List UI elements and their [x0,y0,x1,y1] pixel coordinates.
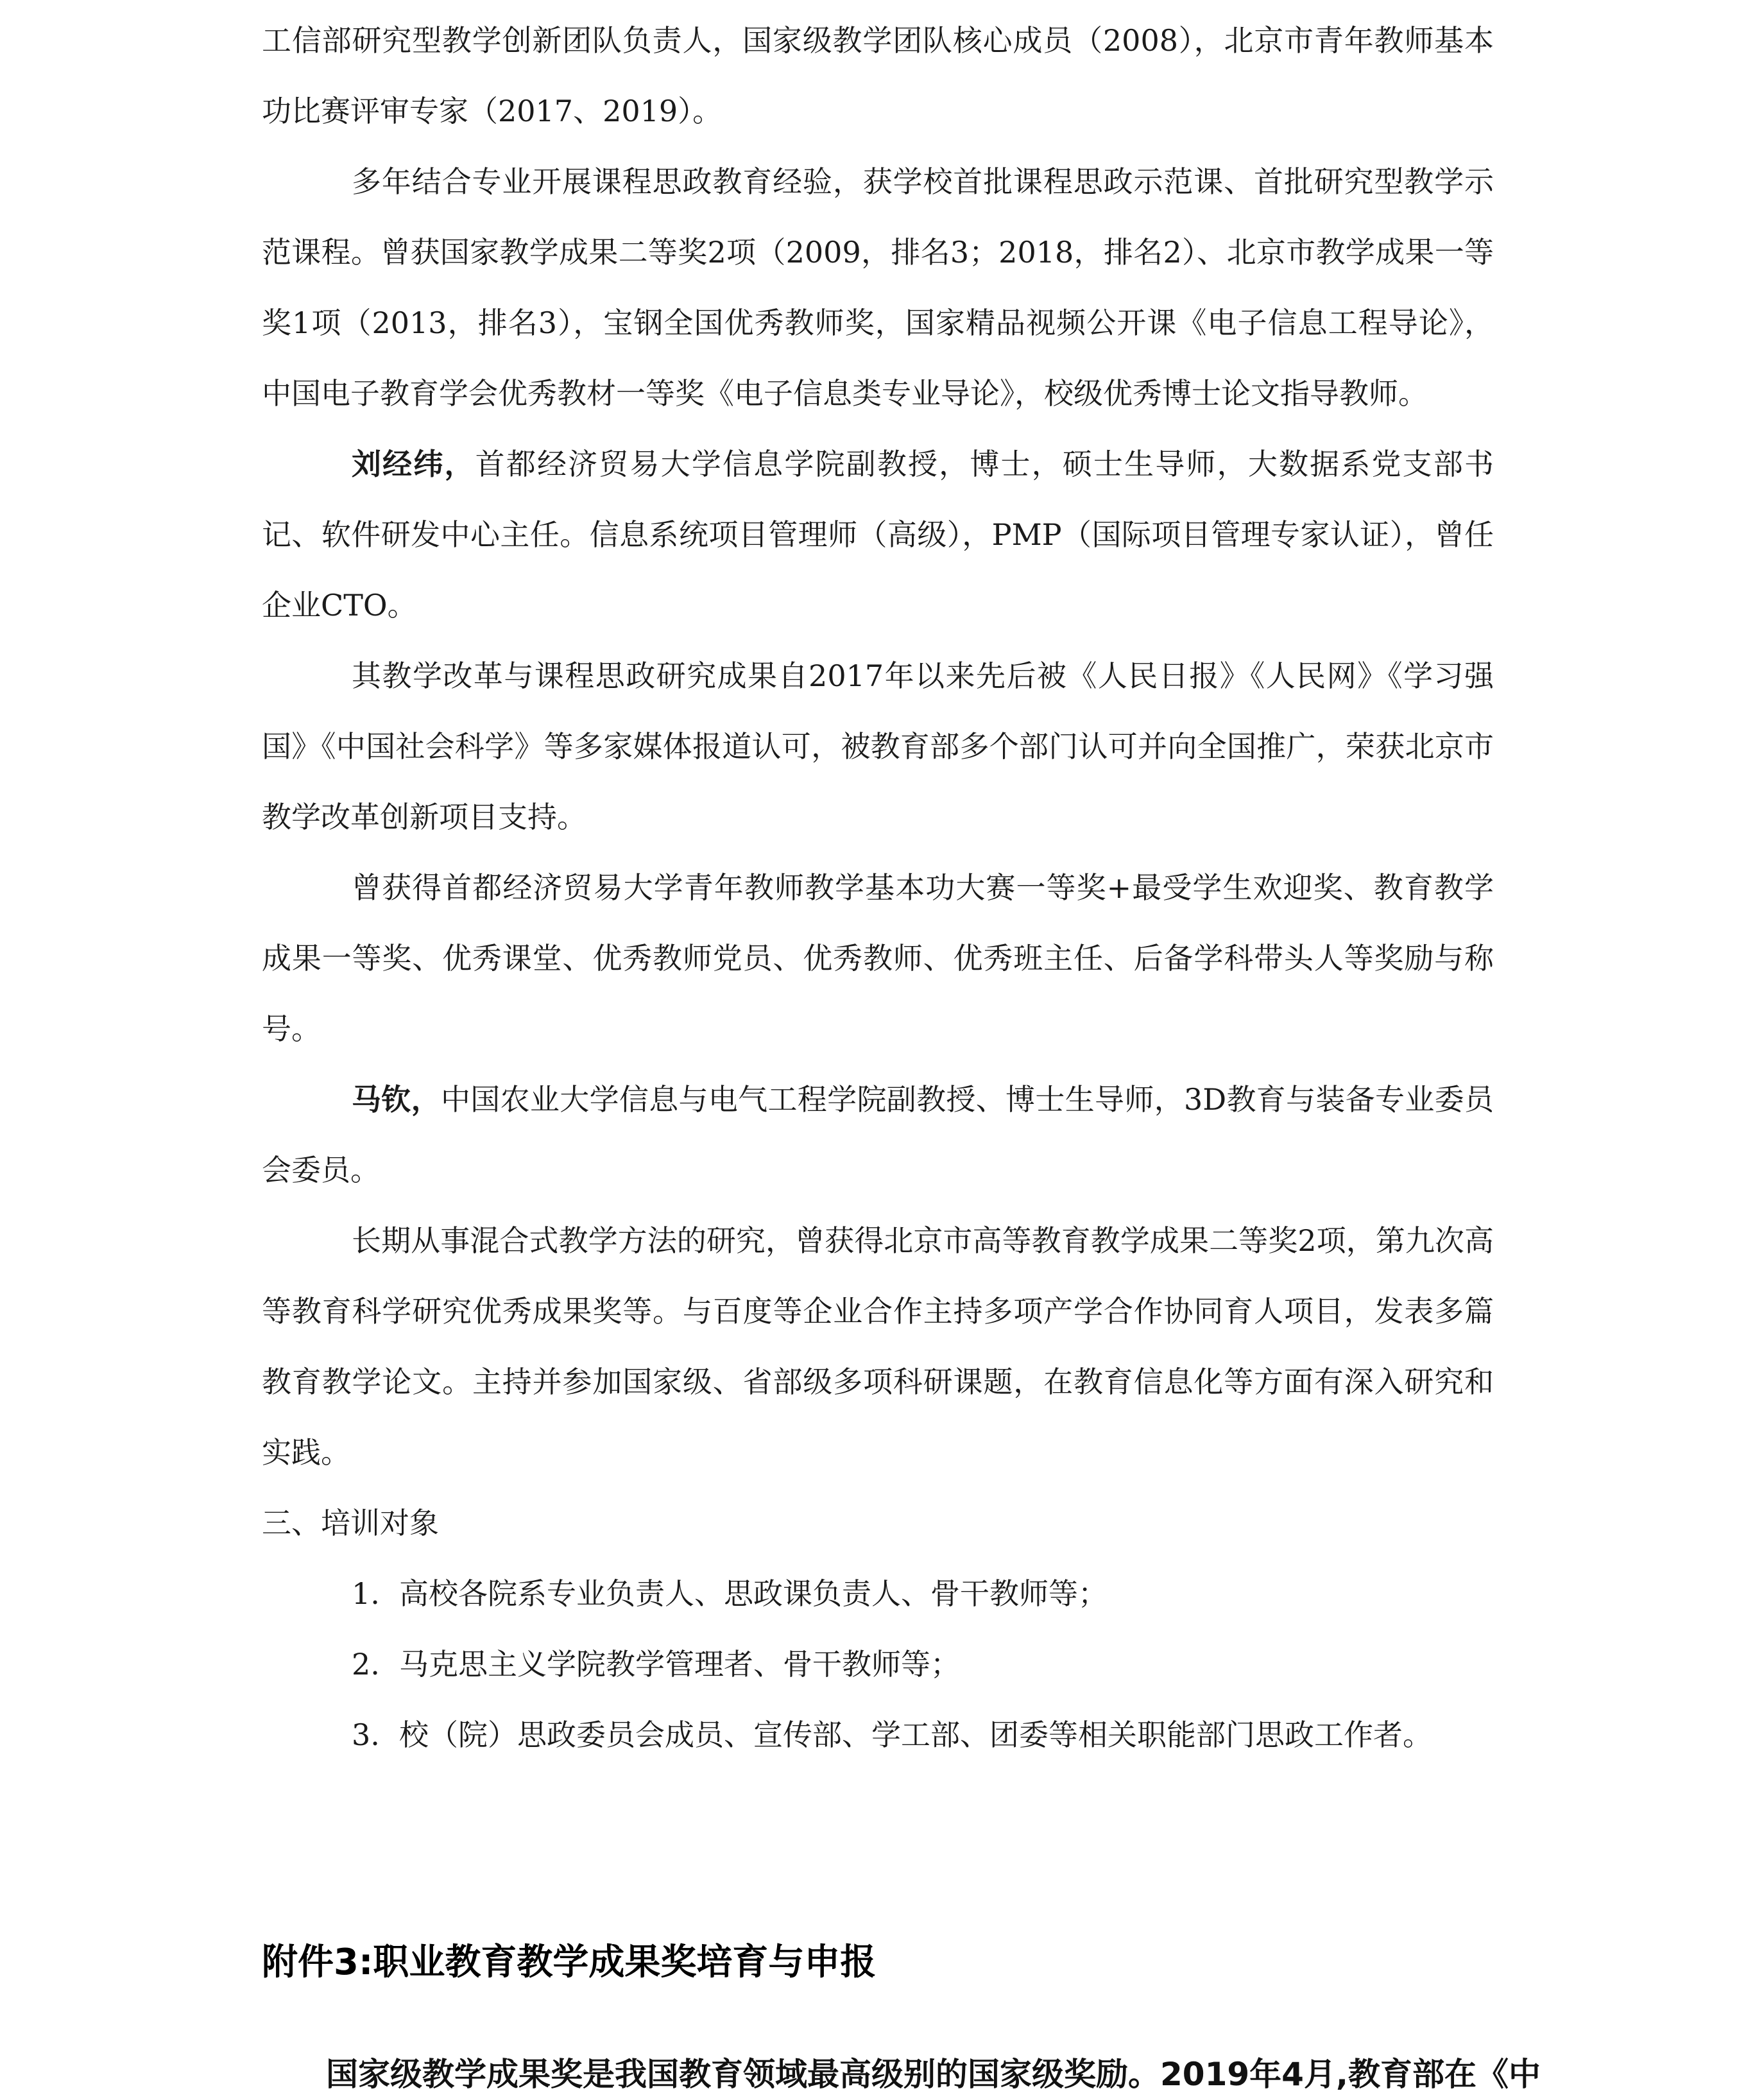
list-item [262,1629,1494,1700]
list-number: 2. [352,1647,380,1682]
appendix-title: 附件3:职业教育教学成果奖培育与申报 [262,1941,877,1983]
person-name-liu: 刘经纬， [352,447,475,481]
person-name-ma: 马钦， [352,1082,441,1117]
appendix-intro-paragraph: 国家级教学成果奖是我国教育领域最高级别的国家级奖励。2019年4月,教育部在《中 [326,2056,1541,2093]
document-page [262,0,1541,2093]
bio-text-liu: 首都经济贸易大学信息学院副教授，博士，硕士生导师，大数据系党支部书记、软件研发中心主任。信息系统项目管理师（高级），PMP（国际项目管理专家认证），曾任企业CTO。 [262,447,1494,623]
list-item-text: 校（院）思政委员会成员、宣传部、学工部、团委等相关职能部门思政工作者。 [399,1717,1432,1752]
list-item-text: 高校各院系专业负责人、思政课负责人、骨干教师等； [399,1576,1108,1611]
list-item [262,1558,1494,1629]
list-number: 3. [352,1717,380,1752]
paragraph-ma-research: 长期从事混合式教学方法的研究，曾获得北京市高等教育教学成果二等奖2项，第九次高等教育科学研究优秀成果奖等。与百度等企业合作主持多项产学合作协同育人项目，发表多篇教育教学论文。主持并参加国家级、省部级多项科研课题，在教育信息化等方面有深入研究和实践。 [262,1223,1494,1470]
paragraph-liu-awards: 曾获得首都经济贸易大学青年教师教学基本功大赛一等奖+最受学生欢迎奖、教育教学成果一等奖、优秀课堂、优秀教师党员、优秀教师、优秀班主任、后备学科带头人等奖励与称号。 [262,870,1494,1046]
section-heading-training-target: 三、培训对象 [262,1506,439,1540]
list-number: 1. [352,1576,380,1611]
bio-text-ma: 中国农业大学信息与电气工程学院副教授、博士生导师，3D教育与装备专业委员会委员。 [262,1082,1494,1187]
paragraph-liu-research: 其教学改革与课程思政研究成果自2017年以来先后被《人民日报》《人民网》《学习强国》《中国社会科学》等多家媒体报道认可，被教育部多个部门认可并向全国推广，荣获北京市教学改革创新项目支持。 [262,658,1494,834]
list-item [262,1700,1494,1770]
paragraph-team-leader: 工信部研究型教学创新团队负责人，国家级教学团队核心成员（2008），北京市青年教师基本功比赛评审专家（2017、2019）。 [262,23,1494,128]
list-item-text: 马克思主义学院教学管理者、骨干教师等； [399,1647,960,1682]
paragraph-teaching-awards: 多年结合专业开展课程思政教育经验，获学校首批课程思政示范课、首批研究型教学示范课程。曾获国家教学成果二等奖2项（2009，排名3；2018，排名2）、北京市教学成果一等奖1项（2013，排名3），宝钢全国优秀教师奖，国家精品视频公开课《电子信息工程导论》，中国电子教育学会优秀教材一等奖《电子信息类专业导论》，校级优秀博士论文指导教师。 [262,164,1494,411]
paragraph-ma-bio [262,1064,1494,1205]
paragraph-liu-bio [262,429,1494,641]
